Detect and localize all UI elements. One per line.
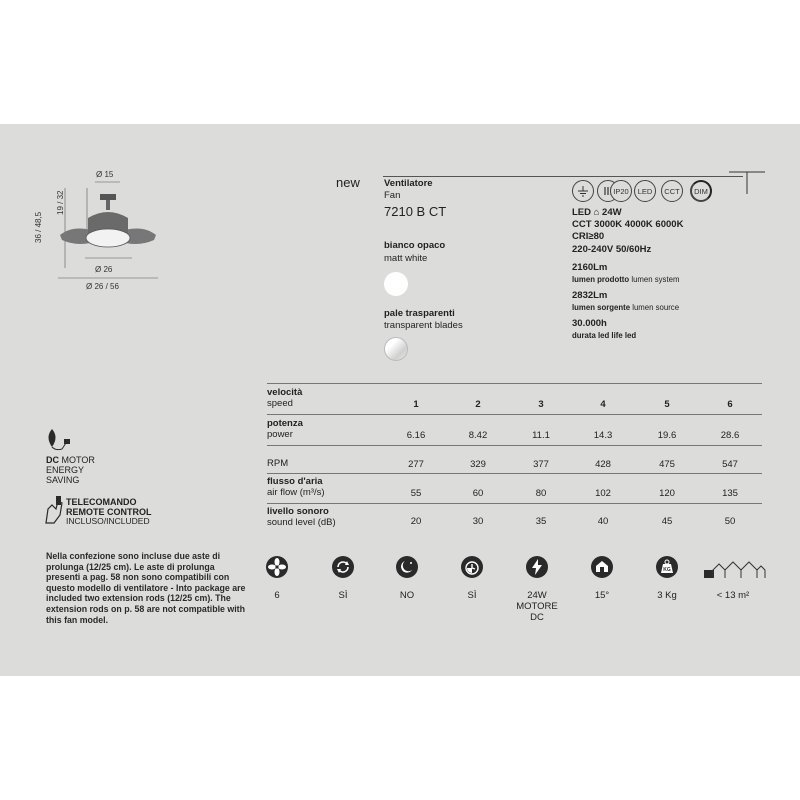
table-cell: 20 [410, 516, 422, 527]
feature-label: 24W MOTORE DC [516, 590, 558, 623]
table-cell: 277 [408, 459, 424, 470]
lumen-system-label-en: lumen system [631, 275, 680, 284]
product-type-it: Ventilatore [384, 178, 433, 189]
row-label-it: flusso d'aria [267, 476, 323, 487]
table-row [267, 387, 302, 409]
svg-text:KG: KG [663, 567, 671, 573]
lumen-source-value: 2832Lm [572, 290, 608, 301]
bulb-icon: ⌂ [593, 207, 600, 218]
room-size-icon [703, 558, 767, 580]
dc-motor-label [46, 455, 95, 465]
body-height-label: 19 / 32 [56, 190, 65, 215]
row-label-en: sound level (dB) [267, 517, 336, 528]
remote-included-label: INCLUSO/INCLUDED [66, 516, 150, 526]
row-label-it: potenza [267, 418, 303, 429]
table-rule [267, 473, 762, 474]
leaf-plug-icon [44, 427, 74, 453]
night-mode-icon [396, 556, 418, 578]
lumen-system-label [572, 276, 679, 285]
table-cell: 4 [600, 399, 606, 410]
fan-speed-icon [266, 556, 288, 578]
total-height-label: 36 / 48,5 [34, 211, 43, 243]
led-prefix: LED [572, 207, 591, 218]
power-icon [526, 556, 548, 578]
reverse-icon [332, 556, 354, 578]
table-rule [267, 383, 762, 384]
feature-label: 15° [594, 590, 610, 601]
finish-en: matt white [384, 253, 428, 264]
table-cell: 28.6 [720, 430, 740, 441]
table-cell: 80 [535, 488, 547, 499]
timer-icon [461, 556, 483, 578]
remote-label-en: REMOTE CONTROL [66, 507, 152, 517]
ip20-icon: IP20 [610, 180, 632, 202]
lumen-source-label-it: lumen sorgente [572, 303, 631, 312]
table-cell: 377 [533, 459, 549, 470]
row-label-en: power [267, 429, 293, 440]
table-cell: 11.1 [532, 430, 550, 441]
table-rule [267, 414, 762, 415]
table-cell: 40 [597, 516, 609, 527]
weight-icon [656, 556, 678, 578]
cct-icon: CCT [661, 180, 683, 202]
feature-label: SÌ [338, 590, 348, 601]
ceiling-mount-icon [727, 170, 767, 200]
row-label-it: livello sonoro [267, 506, 329, 517]
table-cell: 6 [727, 399, 733, 410]
table-cell: 19.6 [657, 430, 677, 441]
cri-value: CRI≥80 [572, 231, 605, 242]
saving-label: SAVING [46, 475, 80, 485]
top-diameter-label: Ø 15 [96, 170, 114, 179]
package-note: Nella confezione sono incluse due aste di prolunga (12/25 cm). Le aste di prolunga presenti a pag. 58 non sono compatibili con questo modello di ventilatore - Into package are included two extension rods (12/25 cm). The extension rods on p. 58 are not compatible with this fan model. [46, 551, 246, 625]
lumen-system-value: 2160Lm [572, 262, 608, 273]
table-cell: 35 [535, 516, 547, 527]
table-cell: 120 [659, 488, 675, 499]
dc-label: DC [46, 455, 59, 465]
table-cell: 5 [664, 399, 670, 410]
remote-hand-icon [42, 495, 66, 525]
feature-label: 3 Kg [657, 590, 677, 601]
matt-white-swatch [384, 272, 408, 296]
led-power-value: 24W [602, 207, 622, 218]
product-code: 7210 B CT [384, 204, 447, 219]
table-cell: 60 [472, 488, 484, 499]
lumen-source-label-en: lumen source [632, 303, 680, 312]
blades-en: transparent blades [384, 320, 463, 331]
cct-values: CCT 3000K 4000K 6000K [572, 219, 684, 230]
table-cell: 547 [722, 459, 738, 470]
table-cell: 475 [659, 459, 675, 470]
feature-label: SÌ [467, 590, 477, 601]
table-row [267, 506, 336, 528]
table-cell: 428 [595, 459, 611, 470]
table-cell: 329 [470, 459, 486, 470]
life-value: 30.000h [572, 318, 607, 329]
table-cell: 14.3 [593, 430, 613, 441]
lumen-system-label-it: lumen prodotto [572, 275, 630, 284]
product-type-en: Fan [384, 190, 401, 201]
row-label-en: speed [267, 398, 293, 409]
table-row [267, 458, 288, 469]
energy-label: ENERGY [46, 465, 85, 475]
canopy-diameter-label: Ø 26 [95, 265, 113, 274]
new-badge: new [336, 175, 360, 190]
table-cell: 2 [475, 399, 481, 410]
blade-span-label: Ø 26 / 56 [86, 282, 119, 291]
row-label-it: velocità [267, 387, 303, 398]
feature-label: NO [399, 590, 415, 601]
table-cell: 102 [595, 488, 611, 499]
remote-label-it: TELECOMANDO [66, 497, 137, 507]
led-icon: LED [634, 180, 656, 202]
blades-it: pale trasparenti [384, 308, 455, 319]
header-divider [383, 176, 743, 177]
table-rule [267, 445, 762, 446]
table-cell: 1 [413, 399, 419, 410]
table-row [267, 418, 303, 440]
table-cell: 55 [410, 488, 422, 499]
table-cell: 6.16 [406, 430, 426, 441]
life-label: durata led life led [572, 331, 637, 340]
voltage: 220-240V 50/60Hz [572, 244, 652, 255]
transparent-blades-swatch [384, 337, 408, 361]
tilt-icon [591, 556, 613, 578]
table-cell: 50 [724, 516, 736, 527]
feature-label: 6 [274, 590, 280, 601]
table-cell: 8.42 [468, 430, 488, 441]
row-label-en: air flow (m³/s) [267, 487, 325, 498]
table-cell: 135 [722, 488, 738, 499]
table-cell: 3 [538, 399, 544, 410]
led-power [572, 208, 622, 219]
motor-label: MOTOR [59, 455, 95, 465]
table-rule [267, 503, 762, 504]
table-cell: 30 [472, 516, 484, 527]
table-row [267, 476, 325, 498]
feature-label: < 13 m² [716, 590, 750, 601]
dim-icon: DIM [690, 180, 712, 202]
row-label-it: RPM [267, 458, 289, 469]
finish-it: bianco opaco [384, 240, 446, 251]
ground-icon [572, 180, 594, 202]
lumen-source-label [572, 304, 679, 313]
table-cell: 45 [661, 516, 673, 527]
